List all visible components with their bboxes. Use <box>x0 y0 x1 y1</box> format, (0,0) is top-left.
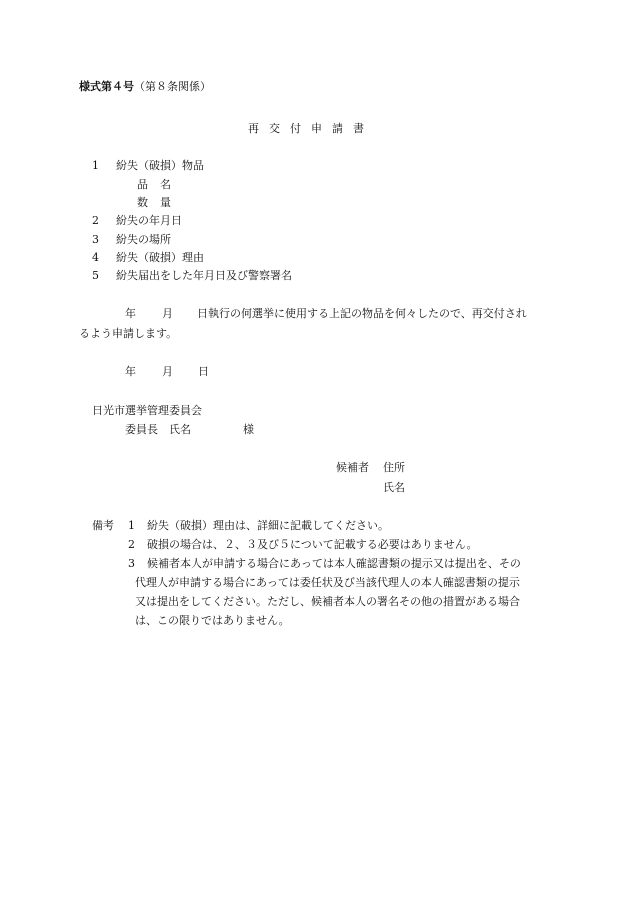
addressee-honorific: 様 <box>243 423 254 436</box>
list-item <box>92 251 204 265</box>
sub-item-suryo: 数量 <box>137 196 183 209</box>
addressee-name: 委員長 氏名 <box>125 423 191 436</box>
remark-line: 破損の場合は、２、３及び５について記載する必要はありません。 <box>147 538 478 551</box>
submission-day: 日 <box>198 365 209 378</box>
form-header <box>79 80 211 94</box>
sub-item-hinmei: 品名 <box>137 178 183 191</box>
item-number: 4 <box>92 251 99 264</box>
item-label: 紛失の年月日 <box>116 214 182 227</box>
list-item <box>92 269 292 283</box>
applicant-name-label: 氏名 <box>383 481 405 494</box>
remark-number: 1 <box>128 519 135 532</box>
submission-month: 月 <box>162 365 173 378</box>
list-item <box>92 159 204 173</box>
list-item <box>92 214 182 228</box>
applicant-role: 候補者 <box>336 461 369 474</box>
body-date-year: 年 <box>125 307 136 320</box>
item-label: 紛失（破損）理由 <box>116 251 204 264</box>
form-number: 様式第４号 <box>79 80 134 93</box>
remark-line: 候補者本人が申請する場合にあっては本人確認書類の提示又は提出を、その <box>147 557 521 570</box>
item-number: 1 <box>92 159 99 172</box>
body-date-month: 月 <box>162 307 173 320</box>
remark-line: は、この限りではありません。 <box>135 614 290 627</box>
submission-year: 年 <box>125 365 136 378</box>
item-number: 3 <box>92 233 99 246</box>
item-label: 紛失届出をした年月日及び警察署名 <box>116 269 292 282</box>
body-line-2: るよう申請します。 <box>79 327 178 340</box>
remark-number: 2 <box>128 538 135 551</box>
applicant-address-label: 住所 <box>383 461 405 474</box>
remark-line: 紛失（破損）理由は、詳細に記載してください。 <box>147 519 389 532</box>
item-number: 5 <box>92 269 99 282</box>
remark-line: 代理人が申請する場合にあっては委任状及び当該代理人の本人確認書類の提示 <box>135 576 520 589</box>
item-label: 紛失の場所 <box>116 233 171 246</box>
body-line-1: 日執行の何選挙に使用する上記の物品を何々したので、再交付され <box>197 307 527 320</box>
page-title: 再交付申請書 <box>248 122 374 135</box>
addressee-organization: 日光市選挙管理委員会 <box>92 404 202 417</box>
remark-number: 3 <box>128 557 135 570</box>
item-number: 2 <box>92 214 99 227</box>
remark-line: 又は提出をしてください。ただし、候補者本人の署名その他の措置がある場合 <box>135 595 520 608</box>
list-item <box>92 233 171 247</box>
item-label: 紛失（破損）物品 <box>116 159 204 172</box>
remarks-heading: 備考 <box>92 519 114 532</box>
form-relation: （第８条関係） <box>134 80 211 93</box>
